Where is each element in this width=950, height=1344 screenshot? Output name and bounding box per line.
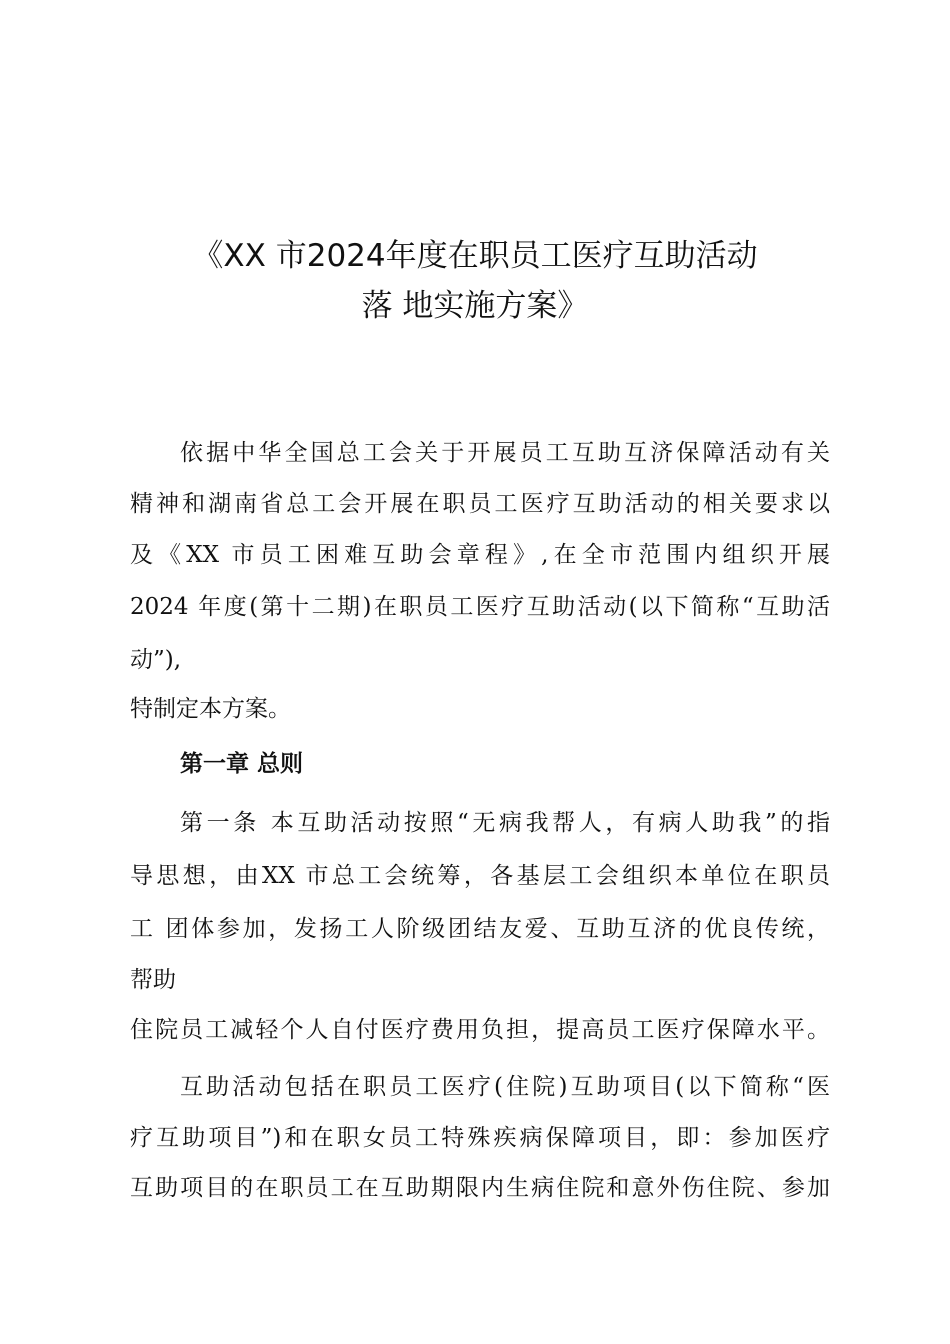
paragraph2-line: 疗互助项目”)和在职女员工特殊疾病保障项目，即：参加医疗 [130,1125,830,1151]
paragraph1-line: 及《XX 市员工困难互助会章程》,在全市范围内组织开展 [130,542,830,568]
paragraph1-line: 动”), [130,647,182,673]
paragraph2-line: 互助活动包括在职员工医疗(住院)互助项目(以下简称“医 [180,1074,830,1100]
article1-line: 帮助 [130,967,176,993]
document-title-line2: 落 地实施方案》 [361,288,589,324]
article1-line: 工 团体参加，发扬工人阶级团结友爱、互助互济的优良传统， [130,916,830,942]
article1-line: 导思想，由XX 市总工会统筹，各基层工会组织本单位在职员 [130,863,830,889]
paragraph1-line: 依据中华全国总工会关于开展员工互助互济保障活动有关 [180,440,830,466]
paragraph1-line: 精神和湖南省总工会开展在职员工医疗互助活动的相关要求以 [130,491,830,517]
article1-line: 第一条 本互助活动按照“无病我帮人，有病人助我”的指 [180,810,830,836]
article1-line: 住院员工减轻个人自付医疗费用负担，提高员工医疗保障水平。 [130,1017,830,1043]
paragraph2-line: 互助项目的在职员工在互助期限内生病住院和意外伤住院、参加 [130,1175,830,1201]
paragraph1-line: 特制定本方案。 [130,696,291,722]
paragraph1-line: 2024 年度(第十二期)在职员工医疗互助活动(以下简称“互助活 [130,594,830,620]
document-title-line1: 《XX 市2024年度在职员工医疗互助活动 [192,238,758,274]
chapter1-heading: 第一章 总则 [180,751,304,777]
